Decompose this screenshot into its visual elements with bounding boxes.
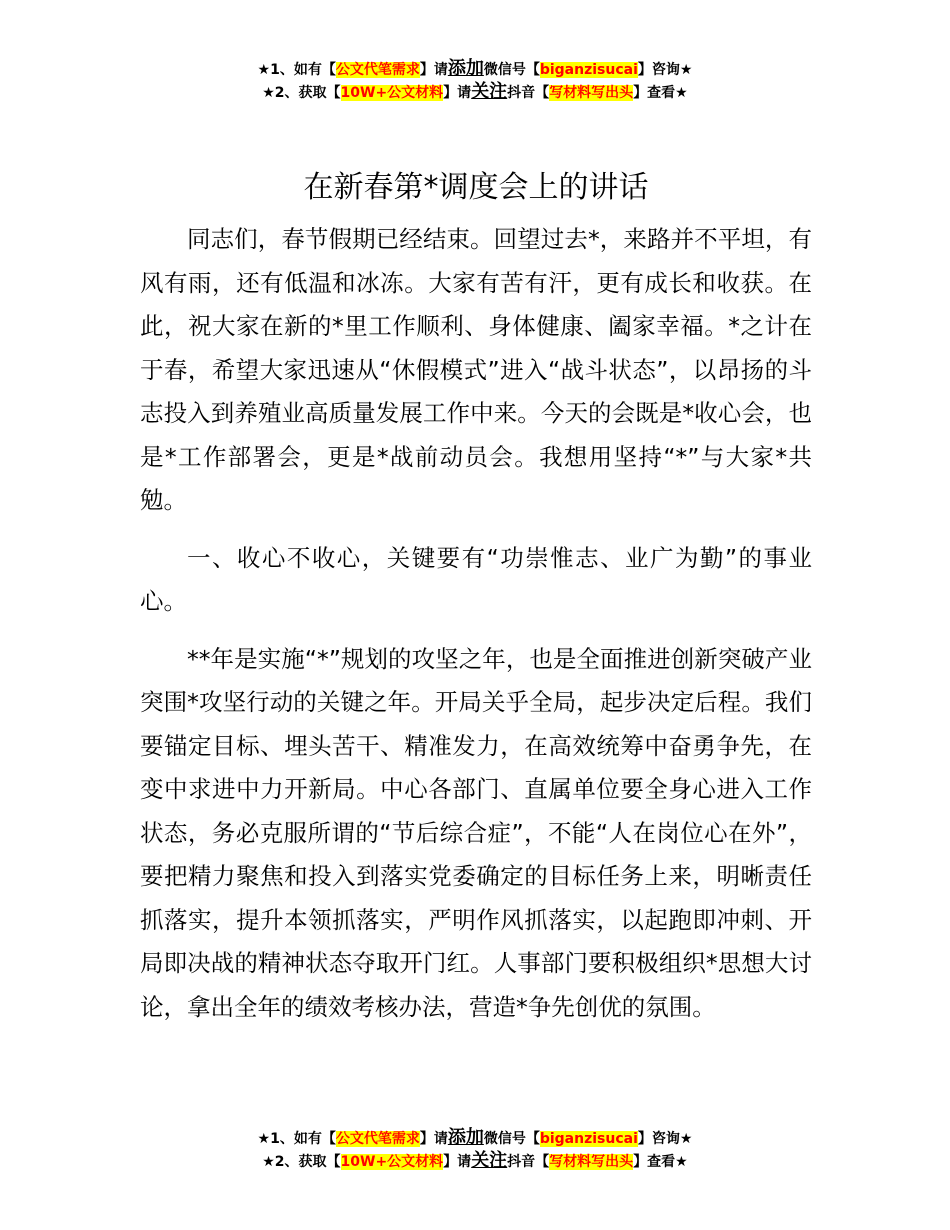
footer-banner bbox=[0, 1127, 950, 1173]
banner-text: 】查看★ bbox=[633, 1154, 688, 1170]
paragraph-intro: 同志们，春节假期已经结束。回望过去*，来路并不平坦，有风有雨，还有低温和冰冻。大家有苦有汗，更有成长和收获。在此，祝大家在新的*里工作顺利、身体健康、阖家幸福。*之计在于春，希望大家迅速从“休假模式”进入“战斗状态”，以昂扬的斗志投入到养殖业高质量发展工作中来。今天的会既是*收心会，也是*工作部署会，更是*战前动员会。我想用坚持“*”与大家*共勉。 bbox=[140, 225, 812, 514]
banner-highlight: 公文代笔需求 bbox=[335, 62, 420, 78]
banner-text: ★1、如有【 bbox=[257, 1131, 336, 1147]
paragraph-section-1: **年是实施“*”规划的攻坚之年，也是全面推进创新突破产业突围*攻坚行动的关键之年。开局关乎全局，起步决定后程。我们要锚定目标、埋头苦干、精准发力，在高效统筹中奋勇争先，在变中求进中力开新局。中心各部门、直属单位要全身心进入工作状态，务必克服所谓的“节后综合症”，不能“人在岗位心在外”，要把精力聚焦和投入到落实党委确定的目标任务上来，明晰责任抓落实，提升本领抓落实，严明作风抓落实，以起跑即冲刺、开局即决战的精神状态夺取开门红。人事部门要积极组织*思想大讨论，拿出全年的绩效考核办法，营造*争先创优的氛围。 bbox=[140, 644, 812, 1021]
header-banner bbox=[0, 58, 950, 104]
banner-text: 微信号【 bbox=[483, 62, 540, 78]
banner-text: 微信号【 bbox=[483, 1131, 540, 1147]
banner-emphasis: 添加 bbox=[447, 58, 484, 79]
banner-emphasis: 关注 bbox=[471, 81, 508, 102]
banner-text: 】请 bbox=[419, 1131, 448, 1147]
banner-emphasis: 添加 bbox=[447, 1127, 484, 1148]
banner-text: 抖音【 bbox=[507, 85, 550, 101]
banner-text: 】查看★ bbox=[633, 85, 688, 101]
document-title: 在新春第*调度会上的讲话 bbox=[303, 170, 649, 205]
document-body bbox=[140, 168, 812, 1029]
banner-highlight: 写材料写出头 bbox=[549, 1154, 634, 1170]
banner-line-2 bbox=[0, 1150, 950, 1173]
banner-text: 】咨询★ bbox=[637, 1131, 693, 1147]
banner-highlight: 公文代笔需求 bbox=[335, 1131, 420, 1147]
banner-text: ★2、获取【 bbox=[262, 85, 341, 101]
banner-emphasis: 关注 bbox=[471, 1150, 508, 1171]
banner-highlight: biganzisucai bbox=[539, 1131, 638, 1147]
banner-highlight: biganzisucai bbox=[539, 62, 638, 78]
banner-text: 】请 bbox=[419, 62, 448, 78]
banner-line-1 bbox=[0, 58, 950, 81]
section-heading-1: 一、收心不收心，关键要有“功崇惟志、业广为勤”的事业心。 bbox=[140, 543, 812, 615]
banner-text: 】请 bbox=[443, 1154, 472, 1170]
banner-text: 】请 bbox=[443, 85, 472, 101]
banner-text: 抖音【 bbox=[507, 1154, 550, 1170]
banner-text: ★1、如有【 bbox=[257, 62, 336, 78]
banner-text: 】咨询★ bbox=[637, 62, 693, 78]
banner-text: ★2、获取【 bbox=[262, 1154, 341, 1170]
banner-line-2 bbox=[0, 81, 950, 104]
banner-highlight: 10W+公文材料 bbox=[340, 85, 444, 101]
banner-highlight: 写材料写出头 bbox=[549, 85, 634, 101]
banner-line-1 bbox=[0, 1127, 950, 1150]
banner-highlight: 10W+公文材料 bbox=[340, 1154, 444, 1170]
